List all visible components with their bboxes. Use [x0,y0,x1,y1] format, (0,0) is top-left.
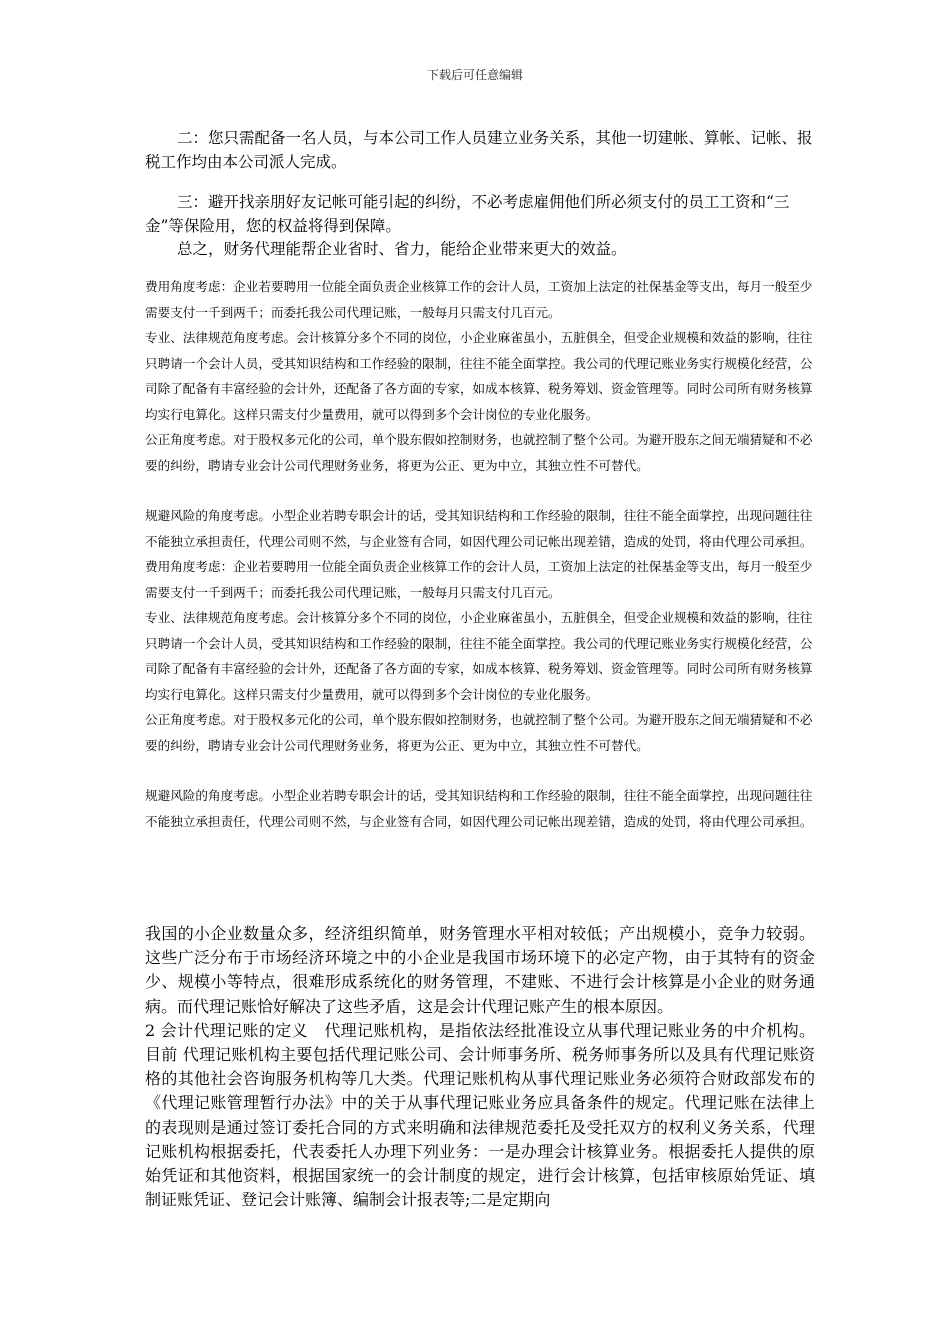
closing-paragraph-1: 我国的小企业数量众多，经济组织简单，财务管理水平相对较低；产出规模小，竞争力较弱。这些广泛分布于市场经济环境之中的小企业是我国市场环境下的必定产物，由于其特有的资金少、规模小等特点，很难形成系统化的财务管理，不建账、不进行会计核算是小企业的财务通病。而代理记账恰好解决了这些矛盾，这是会计代理记账产生的根本原因。 [145,924,815,1016]
closing-paragraph-2: 2 会计代理记账的定义 代理记账机构，是指依法经批准设立从事代理记账业务的中介机构。目前 代理记账机构主要包括代理记账公司、会计师事务所、税务师事务所以及具有代理记账资格的其他社会咨询服务机构等几大类。代理记账机构从事代理记账业务必须符合财政部发布的《代理记账管理暂行办法》中的关于从事代理记账业务应具备条件的规定。代理记账在法律上的表现则是通过签订委托合同的方式来明确和法律规范委托及受托双方的权利义务关系，代理记账机构根据委托，代表委托人办理下列业务：一是办理会计核算业务。根据委托人提供的原始凭证和其他资料，根据国家统一的会计制度的规定，进行会计核算，包括审核原始凭证、填制证账凭证、登记会计账簿、编制会计报表等;二是定期向 [145,1020,815,1210]
professional-consideration: 专业、法律规范角度考虑。会计核算分多个不同的岗位，小企业麻雀虽小，五脏俱全，但受企业规模和效益的影响，往往只聘请一个会计人员，受其知识结构和工作经验的限制，往往不能全面掌控。我公司的代理记账业务实行规模化经营，公司除了配备有丰富经验的会计外，还配备了各方面的专家，如成本核算、税务筹划、资金管理等。同时公司所有财务核算均实行电算化。这样只需支付少量费用，就可以得到多个会计岗位的专业化服务。 [145,610,813,702]
professional-consideration: 专业、法律规范角度考虑。会计核算分多个不同的岗位，小企业麻雀虽小，五脏俱全，但受企业规模和效益的影响，往往只聘请一个会计人员，受其知识结构和工作经验的限制，往往不能全面掌控。我公司的代理记账业务实行规模化经营，公司除了配备有丰富经验的会计外，还配备了各方面的专家，如成本核算、税务筹划、资金管理等。同时公司所有财务核算均实行电算化。这样只需支付少量费用，就可以得到多个会计岗位的专业化服务。 [145,330,813,422]
risk-consideration: 规避风险的角度考虑。小型企业若聘专职会计的话，受其知识结构和工作经验的限制，往往不能全面掌控，出现问题往往不能独立承担责任，代理公司则不然，与企业签有合同，如因代理公司记帐出现差错，造成的处罚，将由代理公司承担。 [145,788,813,829]
fairness-consideration: 公正角度考虑。对于股权多元化的公司，单个股东假如控制财务，也就控制了整个公司。为避开股东之间无端猜疑和不必要的纠纷，聘请专业会计公司代理财务业务，将更为公正、更为中立，其独立性不可替代。 [145,432,813,473]
intro-section [145,127,815,262]
cost-consideration: 费用角度考虑：企业若要聘用一位能全面负责企业核算工作的会计人员，工资加上法定的社保基金等支出，每月一般至少需要支付一千到两千；而委托我公司代理记账，一般每月只需支付几百元。 [145,279,813,320]
fairness-consideration: 公正角度考虑。对于股权多元化的公司，单个股东假如控制财务，也就控制了整个公司。为避开股东之间无端猜疑和不必要的纠纷，聘请专业会计公司代理财务业务，将更为公正、更为中立，其独立性不可替代。 [145,712,813,753]
cost-consideration: 费用角度考虑：企业若要聘用一位能全面负责企业核算工作的会计人员，工资加上法定的社保基金等支出，每月一般至少需要支付一千到两千；而委托我公司代理记账，一般每月只需支付几百元。 [145,559,813,600]
considerations-block-1 [145,274,815,834]
risk-consideration: 规避风险的角度考虑。小型企业若聘专职会计的话，受其知识结构和工作经验的限制，往往不能全面掌控，出现问题往往不能独立承担责任，代理公司则不然，与企业签有合同，如因代理公司记帐出现差错，造成的处罚，将由代理公司承担。 [145,508,813,549]
intro-summary: 总之，财务代理能帮企业省时、省力，能给企业带来更大的效益。 [177,240,627,258]
closing-section [145,922,815,1212]
intro-paragraph-2: 二：您只需配备一名人员，与本公司工作人员建立业务关系，其他一切建帐、算帐、记帐、报税工作均由本公司派人完成。 [145,129,813,171]
intro-paragraph-3: 三：避开找亲朋好友记帐可能引起的纠纷，不必考虑雇佣他们所必须支付的员工工资和“三金”等保险用，您的权益将得到保障。 [145,193,790,235]
page-header: 下载后可任意编辑 [426,68,523,82]
